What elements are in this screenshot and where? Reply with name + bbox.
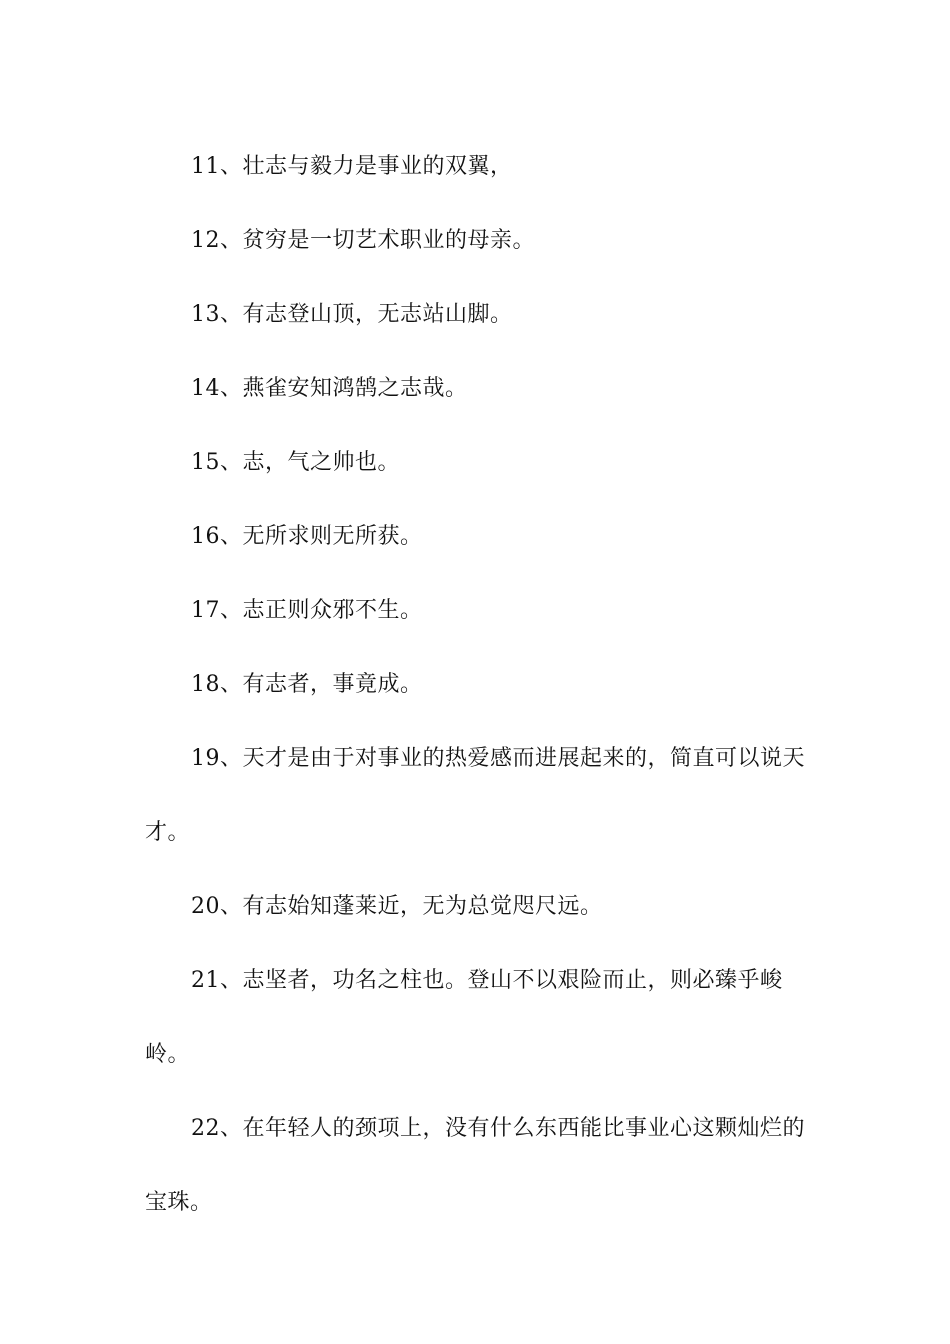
paragraph-11: 11、壮志与毅力是事业的双翼，: [191, 154, 513, 179]
paragraph-20: 20、有志始知蓬莱近，无为总觉咫尺远。: [191, 894, 603, 919]
paragraph-12: 12、贫穷是一切艺术职业的母亲。: [191, 228, 535, 253]
paragraph-13: 13、有志登山顶，无志站山脚。: [191, 302, 513, 327]
document-body: [145, 130, 807, 1240]
paragraph-15: 15、志，气之帅也。: [191, 450, 400, 475]
paragraph-16: 16、无所求则无所获。: [191, 524, 423, 549]
paragraph-19: 19、天才是由于对事业的热爱感而进展起来的，简直可以说天才。: [145, 746, 805, 845]
paragraph-22: 22、在年轻人的颈项上，没有什么东西能比事业心这颗灿烂的宝珠。: [145, 1116, 805, 1215]
paragraph-14: 14、燕雀安知鸿鹄之志哉。: [191, 376, 468, 401]
paragraph-18: 18、有志者，事竟成。: [191, 672, 423, 697]
paragraph-17: 17、志正则众邪不生。: [191, 598, 423, 623]
paragraph-21: 21、志坚者，功名之柱也。登山不以艰险而止，则必臻乎峻岭。: [145, 968, 783, 1067]
